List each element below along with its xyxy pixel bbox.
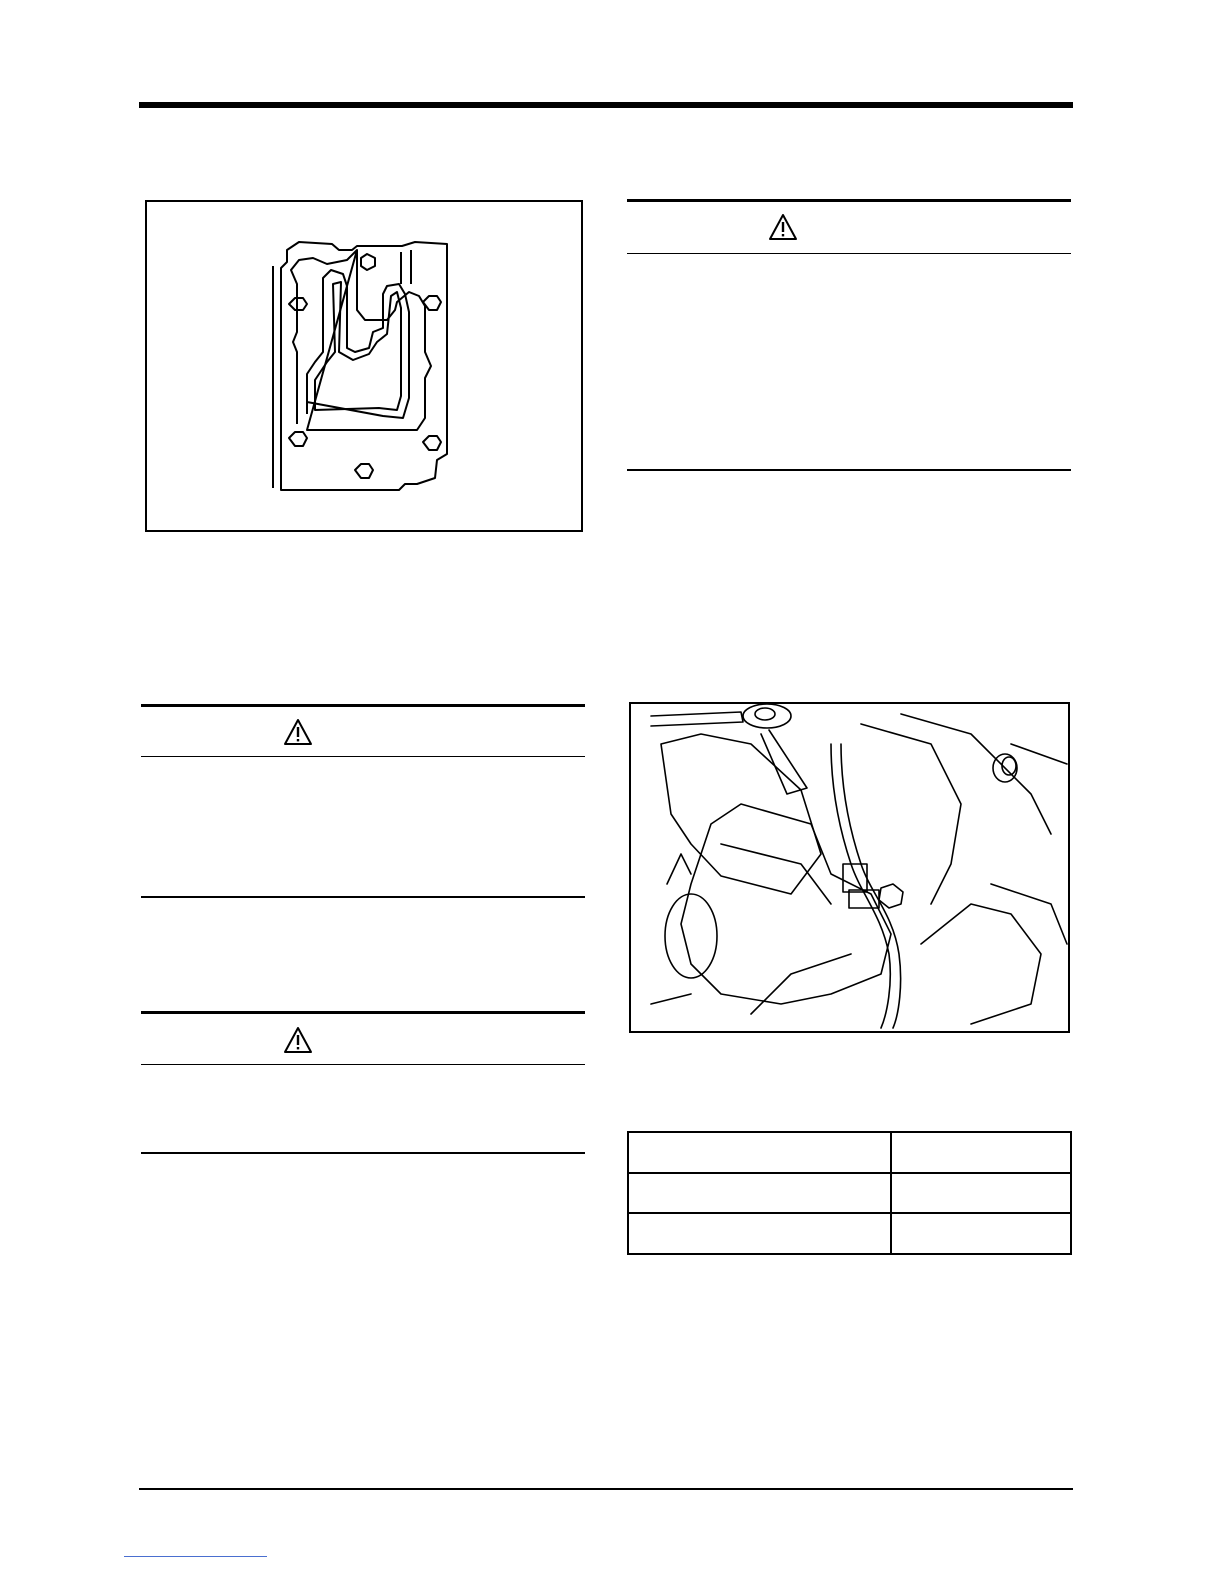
table-cell: [628, 1213, 891, 1254]
footer-link-underline[interactable]: [124, 1556, 267, 1557]
table-cell: [891, 1173, 1071, 1214]
spec-table: [627, 1131, 1072, 1255]
footer-rule: [139, 1488, 1073, 1490]
warning-triangle-icon: [283, 1026, 313, 1054]
gasket-cover-drawing: [147, 202, 581, 530]
warning-1-divider: [627, 253, 1071, 254]
header-rule: [139, 102, 1073, 108]
table-cell: [891, 1132, 1071, 1173]
warning-3-bottom-rule: [141, 1152, 585, 1154]
brake-line-drawing: [631, 704, 1068, 1031]
warning-triangle-icon: [283, 718, 313, 746]
brake-line-wrench-diagram: [629, 702, 1070, 1033]
warning-1-top-rule: [627, 199, 1071, 202]
table-cell: [628, 1132, 891, 1173]
warning-triangle-icon: [768, 213, 798, 241]
table-row: [628, 1213, 1071, 1254]
warning-2-bottom-rule: [141, 896, 585, 898]
gasket-cover-diagram: [145, 200, 583, 532]
warning-3-top-rule: [141, 1011, 585, 1014]
warning-1-bottom-rule: [627, 469, 1071, 471]
warning-3-divider: [141, 1064, 585, 1065]
table-cell: [628, 1173, 891, 1214]
table-row: [628, 1173, 1071, 1214]
table-cell: [891, 1213, 1071, 1254]
warning-2-top-rule: [141, 704, 585, 707]
warning-2-divider: [141, 756, 585, 757]
table-row: [628, 1132, 1071, 1173]
